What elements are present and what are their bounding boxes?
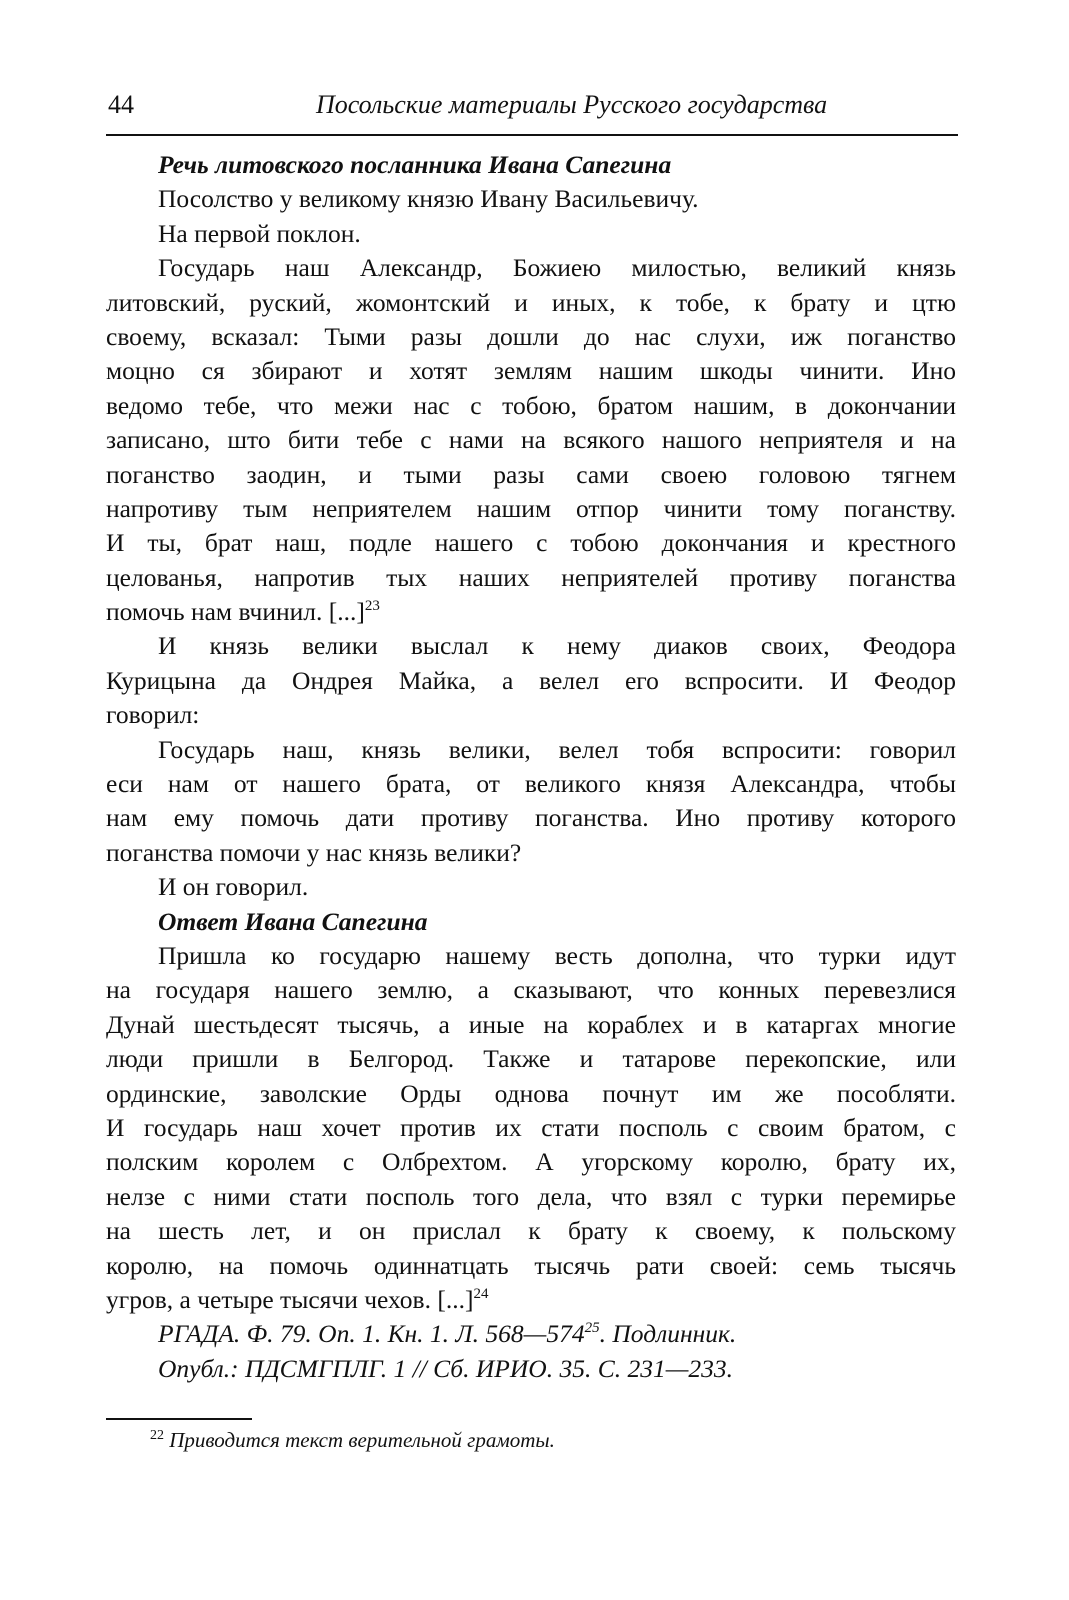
text-line: на шесть лет, и он прислал к брату к своему, к польскому (106, 1216, 956, 1246)
text-line: На первой поклон. (158, 218, 361, 248)
footnote-rule (106, 1418, 252, 1420)
text-line: напротиву тым неприятелем нашим отпор чинити тому поганству. (106, 493, 956, 523)
text-line: Посолство у великому князю Ивану Васильевичу. (158, 184, 699, 214)
text-line (106, 595, 956, 629)
footnote-ref: 23 (364, 598, 380, 615)
header-rule (106, 134, 958, 136)
text-line: Пришла ко государю нашему весть дополна, что турки идут (158, 940, 956, 970)
publication-reference: Опубл.: ПДСМГПЛГ. 1 // Сб. ИРИО. 35. С. 231—233. (158, 1353, 734, 1383)
text-line: целованья, напротив тых наших неприятелей противу поганства (106, 562, 956, 592)
text-line: Государь наш Александр, Божиею милостью, великий князь (158, 253, 956, 283)
text-line: Курицына да Ондрея Майка, а велел его вспросити. И Феодор (106, 665, 956, 695)
footnote-ref: 24 (473, 1285, 489, 1302)
reference-text: РГАДА. Ф. 79. Оп. 1. Кн. 1. Л. 568—574 (158, 1319, 585, 1349)
text-line: на государя нашего землю, а сказывают, что конных перевезлися (106, 975, 956, 1005)
text-line: Государь наш, князь велики, велел тобя вспросити: говорил (158, 734, 956, 764)
reference-text: . Подлинник. (599, 1319, 737, 1349)
section-heading: Ответ Ивана Сапегина (158, 906, 428, 936)
page-number: 44 (108, 90, 134, 119)
archival-reference (106, 1317, 956, 1351)
section-heading: Речь литовского посланника Ивана Сапегина (158, 150, 672, 179)
text-line: полским королем с Олбрехтом. А угорскому королю, брату их, (106, 1147, 956, 1177)
text-line: поганства помочи у нас князь велики? (106, 837, 522, 867)
footnote-text: Приводится текст верительной грамоты. (169, 1428, 555, 1452)
text-line: И государь наш хочет против их стати посполь с своим братом, с (106, 1112, 956, 1142)
text-line: ведомо тебе, что межи нас с тобою, братом нашим, в докончании (106, 390, 956, 420)
text-line: еси нам от нашего брата, от великого князя Александра, чтобы (106, 769, 956, 799)
text-line: И он говорил. (158, 872, 309, 902)
text-line: ординские, заволские Орды однова почнут им же пособляти. (106, 1078, 956, 1108)
text-line: нам ему помочь дати противу поганства. Ино противу которого (106, 803, 956, 833)
running-title: Посольские материалы Русского государства (316, 90, 828, 119)
text-line: И князь велики выслал к нему диаков своих, Феодора (158, 631, 956, 661)
text-line: И ты, брат наш, подле нашего с тобою докончания и крестного (106, 528, 956, 558)
text-line: записано, што бити тебе с нами на всякого нашого неприятеля и на (106, 425, 956, 455)
page-header (108, 90, 958, 130)
text-line: королю, на помочь одиннатцать тысячь рати своей: семь тысячь (106, 1250, 956, 1280)
text-line: поганство заодин, и тыми разы сами своею головою тягнем (106, 459, 956, 489)
footnote-ref: 25 (584, 1320, 600, 1337)
text-line: Дунай шестьдесят тысячь, а иные на кораблех и в катаргах многие (106, 1009, 956, 1039)
text-line: нелзе с ними стати посполь того дела, что взял с турки перемирье (106, 1181, 956, 1211)
text-line: литовский, руский, жомонтский и иных, к тобе, к брату и цтю (106, 287, 956, 317)
text-line: своему, всказал: Тыми разы дошли до нас слухи, иж поганство (106, 321, 956, 351)
text-line: говорил: (106, 700, 200, 730)
footnote (150, 1428, 555, 1453)
text-line (106, 1283, 956, 1317)
text-span: угров, а четыре тысячи чехов. [...] (106, 1284, 474, 1314)
text-line: люди пришли в Белгород. Также и татарове перекопские, или (106, 1044, 956, 1074)
text-span: помочь нам вчинил. [...] (106, 597, 365, 627)
main-text (106, 148, 956, 1386)
text-line: моцно ся збирают и хотят землям нашим шкоды чинити. Ино (106, 356, 956, 386)
footnote-number: 22 (150, 1428, 164, 1443)
